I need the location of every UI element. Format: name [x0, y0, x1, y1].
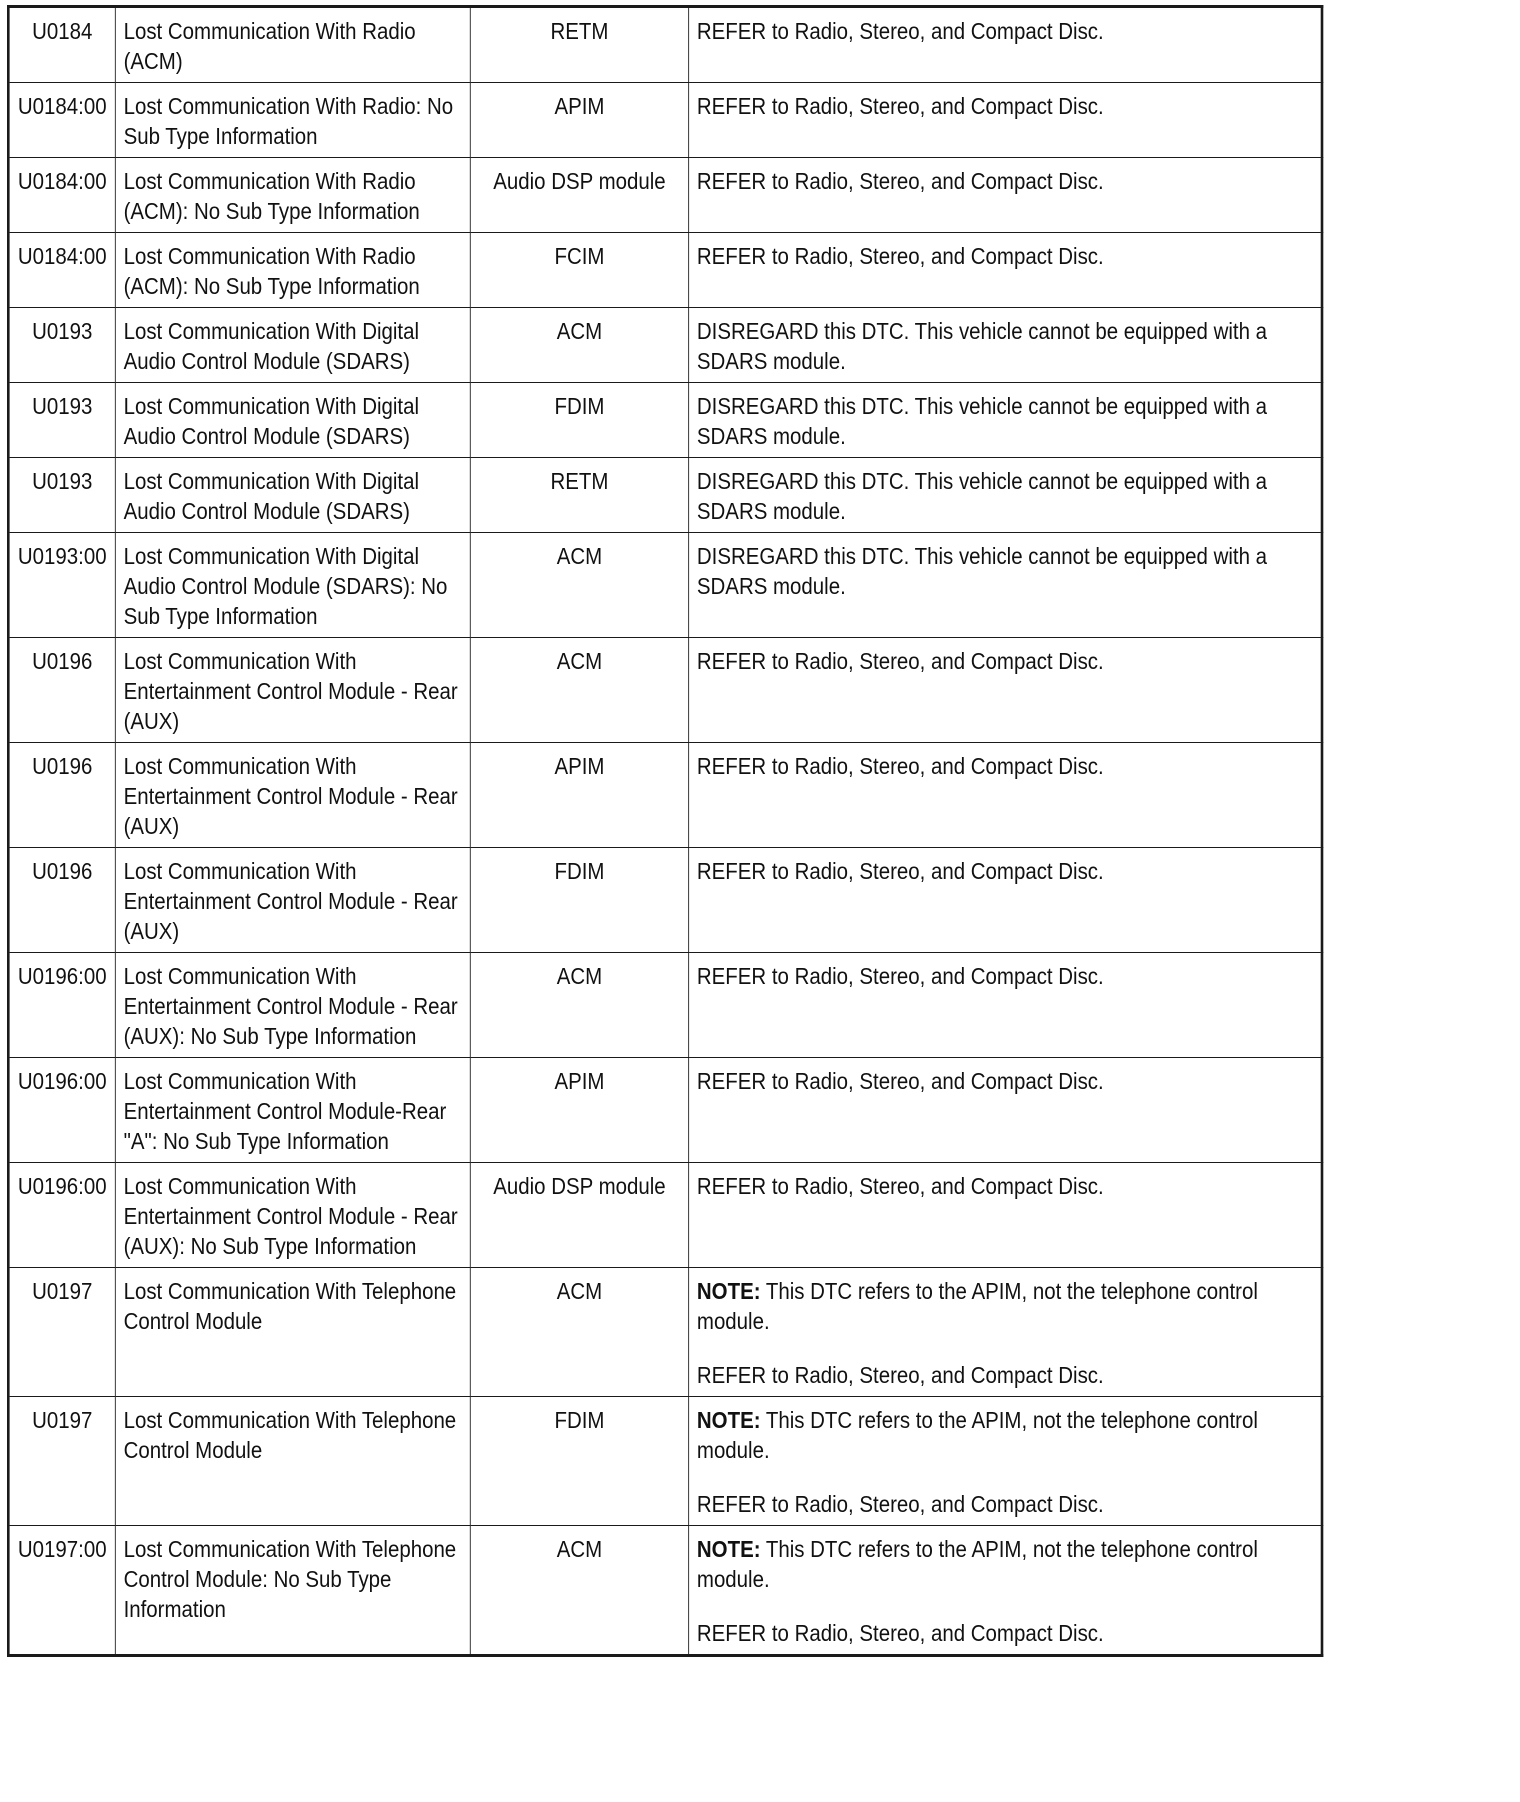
dtc-code: U0196:00: [8, 1163, 115, 1268]
dtc-module: FDIM: [470, 848, 688, 953]
note-text: This DTC refers to the APIM, not the telephone control module.: [696, 1407, 1258, 1463]
dtc-code: U0196: [8, 743, 115, 848]
dtc-action: [689, 83, 1322, 158]
dtc-module: APIM: [470, 743, 688, 848]
action-text: REFER to Radio, Stereo, and Compact Disc.: [696, 243, 1104, 269]
dtc-module: Audio DSP module: [470, 158, 688, 233]
table-row: [8, 953, 1322, 1058]
table-row: [8, 1163, 1322, 1268]
dtc-description: Lost Communication With Telephone Control Module: No Sub Type Information: [115, 1526, 470, 1656]
dtc-code: U0184: [8, 7, 115, 83]
table-row: [8, 1526, 1322, 1656]
note-label: NOTE:: [696, 1278, 761, 1304]
note-label: NOTE:: [696, 1407, 761, 1433]
table-row: [8, 743, 1322, 848]
dtc-table: [7, 5, 1323, 1657]
note-label: NOTE:: [696, 1536, 761, 1562]
table-row: [8, 1397, 1322, 1526]
table-row: [8, 383, 1322, 458]
dtc-action: [689, 383, 1322, 458]
action-text: REFER to Radio, Stereo, and Compact Disc.: [696, 93, 1104, 119]
table-row: [8, 1058, 1322, 1163]
dtc-module: APIM: [470, 1058, 688, 1163]
dtc-module: FCIM: [470, 233, 688, 308]
dtc-code: U0193: [8, 458, 115, 533]
dtc-description: Lost Communication With Radio (ACM): No Sub Type Information: [115, 158, 470, 233]
dtc-code: U0196: [8, 848, 115, 953]
dtc-description: Lost Communication With Entertainment Control Module - Rear (AUX): No Sub Type Information: [115, 1163, 470, 1268]
dtc-action: [689, 158, 1322, 233]
dtc-module: APIM: [470, 83, 688, 158]
dtc-module: RETM: [470, 458, 688, 533]
table-row: [8, 308, 1322, 383]
action-text: REFER to Radio, Stereo, and Compact Disc.: [696, 168, 1104, 194]
note-text: This DTC refers to the APIM, not the telephone control module.: [696, 1536, 1258, 1592]
table-row: [8, 233, 1322, 308]
dtc-action: [689, 1526, 1322, 1656]
dtc-action: [689, 743, 1322, 848]
dtc-module: FDIM: [470, 383, 688, 458]
dtc-action: [689, 308, 1322, 383]
dtc-code: U0193: [8, 308, 115, 383]
action-text: DISREGARD this DTC. This vehicle cannot be equipped with a SDARS module.: [696, 543, 1267, 599]
dtc-action: [689, 1058, 1322, 1163]
dtc-description: Lost Communication With Entertainment Control Module - Rear (AUX): [115, 638, 470, 743]
dtc-module: ACM: [470, 533, 688, 638]
table-row: [8, 83, 1322, 158]
dtc-description: Lost Communication With Entertainment Control Module - Rear (AUX): [115, 848, 470, 953]
table-row: [8, 848, 1322, 953]
dtc-description: Lost Communication With Telephone Control Module: [115, 1397, 470, 1526]
dtc-table-body: [8, 7, 1322, 1656]
dtc-module: ACM: [470, 638, 688, 743]
action-text: REFER to Radio, Stereo, and Compact Disc.: [696, 858, 1104, 884]
dtc-description: Lost Communication With Entertainment Control Module - Rear (AUX): No Sub Type Information: [115, 953, 470, 1058]
dtc-action: [689, 1397, 1322, 1526]
dtc-code: U0193: [8, 383, 115, 458]
dtc-module: ACM: [470, 1268, 688, 1397]
dtc-module: ACM: [470, 1526, 688, 1656]
action-text: DISREGARD this DTC. This vehicle cannot be equipped with a SDARS module.: [696, 468, 1267, 524]
dtc-code: U0196: [8, 638, 115, 743]
dtc-action: [689, 7, 1322, 83]
dtc-module: FDIM: [470, 1397, 688, 1526]
table-row: [8, 533, 1322, 638]
dtc-description: Lost Communication With Digital Audio Control Module (SDARS): [115, 458, 470, 533]
dtc-code: U0197: [8, 1397, 115, 1526]
action-text: REFER to Radio, Stereo, and Compact Disc.: [696, 1068, 1104, 1094]
dtc-module: RETM: [470, 7, 688, 83]
dtc-description: Lost Communication With Digital Audio Control Module (SDARS): No Sub Type Information: [115, 533, 470, 638]
action-text: DISREGARD this DTC. This vehicle cannot be equipped with a SDARS module.: [696, 393, 1267, 449]
dtc-action: [689, 533, 1322, 638]
dtc-description: Lost Communication With Entertainment Control Module - Rear (AUX): [115, 743, 470, 848]
note-text: This DTC refers to the APIM, not the telephone control module.: [696, 1278, 1258, 1334]
dtc-action: [689, 458, 1322, 533]
dtc-action: [689, 1268, 1322, 1397]
dtc-description: Lost Communication With Radio: No Sub Type Information: [115, 83, 470, 158]
table-row: [8, 638, 1322, 743]
action-text: REFER to Radio, Stereo, and Compact Disc.: [696, 1362, 1104, 1388]
note-paragraph: [697, 1405, 1313, 1465]
action-text: REFER to Radio, Stereo, and Compact Disc.: [696, 1173, 1104, 1199]
document-page: [7, 5, 1321, 1800]
dtc-action: [689, 1163, 1322, 1268]
action-text: REFER to Radio, Stereo, and Compact Disc.: [696, 18, 1104, 44]
dtc-code: U0184:00: [8, 83, 115, 158]
dtc-description: Lost Communication With Telephone Control Module: [115, 1268, 470, 1397]
table-row: [8, 1268, 1322, 1397]
dtc-code: U0196:00: [8, 953, 115, 1058]
dtc-action: [689, 638, 1322, 743]
note-paragraph: [697, 1534, 1313, 1594]
dtc-code: U0197:00: [8, 1526, 115, 1656]
dtc-code: U0193:00: [8, 533, 115, 638]
note-paragraph: [697, 1276, 1313, 1336]
action-text: REFER to Radio, Stereo, and Compact Disc.: [696, 1620, 1104, 1646]
dtc-action: [689, 953, 1322, 1058]
action-text: REFER to Radio, Stereo, and Compact Disc.: [696, 1491, 1104, 1517]
action-text: REFER to Radio, Stereo, and Compact Disc.: [696, 963, 1104, 989]
dtc-action: [689, 233, 1322, 308]
dtc-description: Lost Communication With Digital Audio Control Module (SDARS): [115, 308, 470, 383]
action-text: DISREGARD this DTC. This vehicle cannot be equipped with a SDARS module.: [696, 318, 1267, 374]
dtc-module: ACM: [470, 953, 688, 1058]
dtc-description: Lost Communication With Digital Audio Control Module (SDARS): [115, 383, 470, 458]
table-row: [8, 158, 1322, 233]
dtc-action: [689, 848, 1322, 953]
table-row: [8, 458, 1322, 533]
table-row: [8, 7, 1322, 83]
dtc-module: Audio DSP module: [470, 1163, 688, 1268]
dtc-module: ACM: [470, 308, 688, 383]
dtc-description: Lost Communication With Radio (ACM): No Sub Type Information: [115, 233, 470, 308]
dtc-description: Lost Communication With Entertainment Control Module-Rear "A": No Sub Type Information: [115, 1058, 470, 1163]
dtc-code: U0196:00: [8, 1058, 115, 1163]
action-text: REFER to Radio, Stereo, and Compact Disc.: [696, 648, 1104, 674]
dtc-code: U0184:00: [8, 158, 115, 233]
action-text: REFER to Radio, Stereo, and Compact Disc.: [696, 753, 1104, 779]
dtc-code: U0184:00: [8, 233, 115, 308]
dtc-description: Lost Communication With Radio (ACM): [115, 7, 470, 83]
dtc-code: U0197: [8, 1268, 115, 1397]
